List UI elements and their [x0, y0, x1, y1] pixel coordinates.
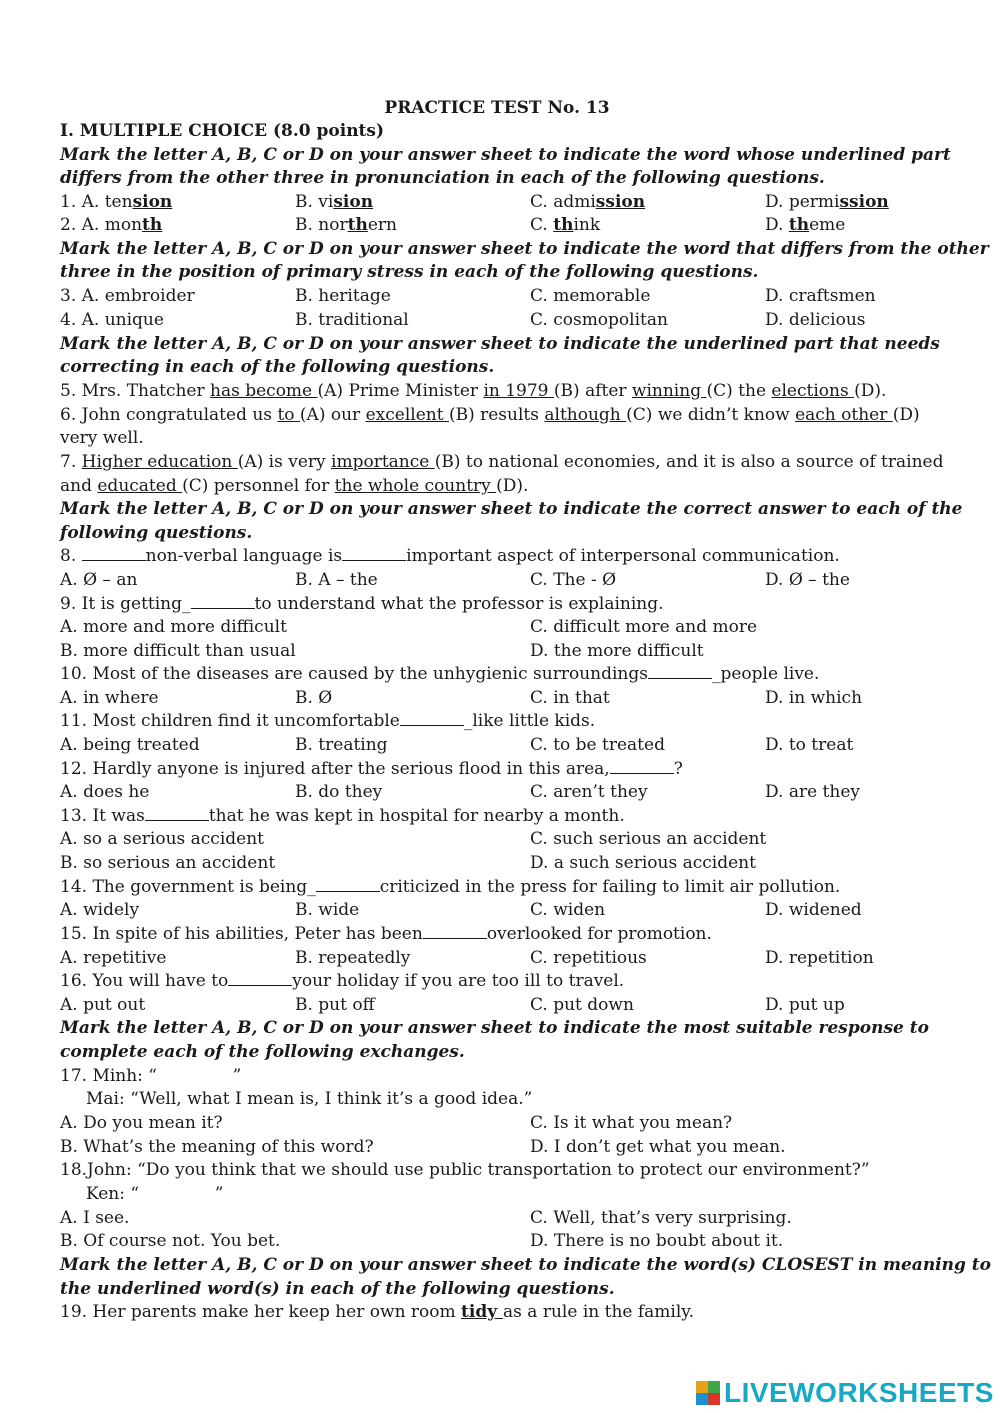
option-c[interactable]: C. repetitious: [530, 948, 647, 968]
instruction-stress: Mark the letter A, B, C or D on your answer sheet to indicate the word that differs from the other: [60, 239, 989, 259]
option-a[interactable]: 2. A. month: [60, 215, 163, 235]
underlined-part-b[interactable]: excellent: [365, 405, 449, 425]
question-15-stem: 15. In spite of his abilities, Peter has been overlooked for promotion.: [60, 924, 712, 944]
option-c[interactable]: C. memorable: [530, 286, 651, 306]
section-heading: I. MULTIPLE CHOICE (8.0 points): [60, 121, 385, 141]
question-10-stem: 10. Most of the diseases are caused by the unhygienic surroundings _people live.: [60, 664, 820, 684]
answer-blank[interactable]: [228, 970, 292, 986]
liveworksheets-logo-text: LIVEWORKSHEETS: [724, 1377, 994, 1408]
question-5: 5. Mrs. Thatcher has become (A) Prime Minister in 1979 (B) after winning (C) the elections (D).: [60, 381, 887, 401]
option-d[interactable]: D. widened: [765, 900, 862, 920]
option-a[interactable]: A. Do you mean it?: [60, 1113, 223, 1133]
underlined-word[interactable]: tidy: [461, 1302, 504, 1322]
answer-blank[interactable]: [342, 545, 406, 561]
option-a[interactable]: 1. A. tension: [60, 192, 173, 212]
answer-blank[interactable]: [400, 710, 464, 726]
option-b[interactable]: B. more difficult than usual: [60, 641, 296, 661]
option-c[interactable]: C. difficult more and more: [530, 617, 758, 637]
option-d[interactable]: D. are they: [765, 782, 861, 802]
question-11-stem: 11. Most children find it uncomfortable _like little kids.: [60, 711, 596, 731]
option-c[interactable]: C. think: [530, 215, 601, 235]
instruction-error: correcting in each of the following questions.: [60, 357, 495, 377]
question-12-stem: 12. Hardly anyone is injured after the serious flood in this area, ?: [60, 759, 683, 779]
option-d[interactable]: D. repetition: [765, 948, 874, 968]
answer-blank[interactable]: [316, 876, 380, 892]
option-c[interactable]: C. Is it what you mean?: [530, 1113, 733, 1133]
option-d[interactable]: D. There is no boubt about it.: [530, 1231, 784, 1251]
option-b[interactable]: B. traditional: [295, 310, 409, 330]
option-c[interactable]: C. put down: [530, 995, 634, 1015]
option-c[interactable]: C. The - Ø: [530, 570, 617, 590]
option-c[interactable]: C. admission: [530, 192, 646, 212]
answer-blank[interactable]: [610, 758, 674, 774]
option-b[interactable]: B. repeatedly: [295, 948, 411, 968]
option-c[interactable]: C. cosmopolitan: [530, 310, 668, 330]
question-7: 7. Higher education (A) is very importance (B) to national economies, and it is also a source of trained: [60, 452, 944, 472]
question-17-reply: Mai: “Well, what I mean is, I think it’s a good idea.”: [86, 1089, 533, 1109]
option-b[interactable]: B. vision: [295, 192, 374, 212]
option-d[interactable]: D. the more difficult: [530, 641, 704, 661]
option-a[interactable]: 3. A. embroider: [60, 286, 195, 306]
instruction-correct-answer: Mark the letter A, B, C or D on your answer sheet to indicate the correct answer to each of the: [60, 499, 963, 519]
option-d[interactable]: D. permission: [765, 192, 889, 212]
question-6: 6. John congratulated us to (A) our excellent (B) results although (C) we didn’t know each other (D): [60, 405, 920, 425]
underlined-part-a[interactable]: to: [277, 405, 300, 425]
underlined-part-c[interactable]: winning: [631, 381, 707, 401]
option-a[interactable]: 4. A. unique: [60, 310, 164, 330]
underlined-part-d[interactable]: each other: [795, 405, 893, 425]
question-9-stem: 9. It is getting_ to understand what the professor is explaining.: [60, 594, 664, 614]
underlined-part-d[interactable]: the whole country: [334, 476, 497, 496]
option-a[interactable]: A. put out: [60, 995, 146, 1015]
option-c[interactable]: C. such serious an accident: [530, 829, 767, 849]
instruction-closest: Mark the letter A, B, C or D on your answer sheet to indicate the word(s) CLOSEST in meaning to: [60, 1255, 991, 1275]
option-b[interactable]: B. treating: [295, 735, 388, 755]
answer-blank[interactable]: [423, 923, 487, 939]
answer-blank[interactable]: [191, 593, 255, 609]
instruction-closest: the underlined word(s) in each of the following questions.: [60, 1279, 615, 1299]
option-d[interactable]: D. delicious: [765, 310, 866, 330]
option-a[interactable]: A. widely: [60, 900, 140, 920]
option-b[interactable]: B. wide: [295, 900, 360, 920]
underlined-part-a[interactable]: has become: [210, 381, 318, 401]
option-a[interactable]: A. so a serious accident: [60, 829, 264, 849]
question-18-stem: 18.John: “Do you think that we should use public transportation to protect our environment?”: [60, 1160, 870, 1180]
option-b[interactable]: B. northern: [295, 215, 397, 235]
page-title: PRACTICE TEST No. 13: [384, 98, 610, 118]
question-13-stem: 13. It was that he was kept in hospital for nearby a month.: [60, 806, 625, 826]
option-a[interactable]: A. I see.: [60, 1208, 130, 1228]
option-a[interactable]: A. does he: [60, 782, 150, 802]
answer-blank[interactable]: [648, 663, 712, 679]
instruction-stress: three in the position of primary stress in each of the following questions.: [60, 262, 759, 282]
option-d[interactable]: D. in which: [765, 688, 863, 708]
option-d[interactable]: D. to treat: [765, 735, 854, 755]
liveworksheets-logo-icon: [696, 1381, 720, 1405]
question-8-stem: 8. non-verbal language is important aspect of interpersonal communication.: [60, 546, 840, 566]
instruction-response: Mark the letter A, B, C or D on your answer sheet to indicate the most suitable response to: [60, 1018, 929, 1038]
question-17-stem: 17. Minh: “ ”: [60, 1066, 242, 1086]
option-c[interactable]: C. to be treated: [530, 735, 665, 755]
answer-blank[interactable]: [145, 805, 209, 821]
option-a[interactable]: A. in where: [60, 688, 159, 708]
option-a[interactable]: A. repetitive: [60, 948, 167, 968]
option-b[interactable]: B. Ø: [295, 688, 333, 708]
option-d[interactable]: D. a such serious accident: [530, 853, 756, 873]
question-18-reply: Ken: “ ”: [86, 1184, 224, 1204]
underlined-part-c[interactable]: educated: [97, 476, 183, 496]
option-b[interactable]: B. Of course not. You bet.: [60, 1231, 281, 1251]
option-b[interactable]: B. so serious an accident: [60, 853, 276, 873]
instruction-error: Mark the letter A, B, C or D on your answer sheet to indicate the underlined part that needs: [60, 334, 940, 354]
option-c[interactable]: C. in that: [530, 688, 610, 708]
option-d[interactable]: D. craftsmen: [765, 286, 876, 306]
option-b[interactable]: B. What’s the meaning of this word?: [60, 1137, 374, 1157]
instruction-pronunciation: Mark the letter A, B, C or D on your answer sheet to indicate the word whose underlined part: [60, 145, 951, 165]
option-c[interactable]: C. widen: [530, 900, 606, 920]
option-b[interactable]: B. A – the: [295, 570, 378, 590]
option-b[interactable]: B. put off: [295, 995, 375, 1015]
option-c[interactable]: C. aren’t they: [530, 782, 648, 802]
answer-blank[interactable]: [82, 545, 146, 561]
underlined-part-d[interactable]: elections: [771, 381, 855, 401]
question-19: 19. Her parents make her keep her own room tidy as a rule in the family.: [60, 1302, 695, 1322]
option-a[interactable]: A. more and more difficult: [60, 617, 287, 637]
instruction-correct-answer: following questions.: [60, 523, 253, 543]
option-d[interactable]: D. put up: [765, 995, 845, 1015]
question-14-stem: 14. The government is being_ criticized in the press for failing to limit air pollution.: [60, 877, 841, 897]
question-6-continued: very well.: [60, 428, 144, 448]
option-a[interactable]: A. being treated: [60, 735, 200, 755]
option-c[interactable]: C. Well, that’s very surprising.: [530, 1208, 792, 1228]
option-a[interactable]: A. Ø – an: [60, 570, 138, 590]
instruction-response: complete each of the following exchanges.: [60, 1042, 465, 1062]
underlined-part-b[interactable]: in 1979: [483, 381, 554, 401]
instruction-pronunciation: differs from the other three in pronunciation in each of the following questions.: [60, 168, 825, 188]
option-b[interactable]: B. heritage: [295, 286, 391, 306]
option-d[interactable]: D. theme: [765, 215, 846, 235]
question-7-continued: and educated (C) personnel for the whole country (D).: [60, 476, 529, 496]
underlined-part-a[interactable]: Higher education: [81, 452, 238, 472]
option-d[interactable]: D. Ø – the: [765, 570, 850, 590]
question-16-stem: 16. You will have to your holiday if you are too ill to travel.: [60, 971, 625, 991]
option-b[interactable]: B. do they: [295, 782, 383, 802]
liveworksheets-logo[interactable]: [696, 1378, 994, 1408]
underlined-part-b[interactable]: importance: [331, 452, 435, 472]
option-d[interactable]: D. I don’t get what you mean.: [530, 1137, 786, 1157]
underlined-part-c[interactable]: although: [544, 405, 627, 425]
